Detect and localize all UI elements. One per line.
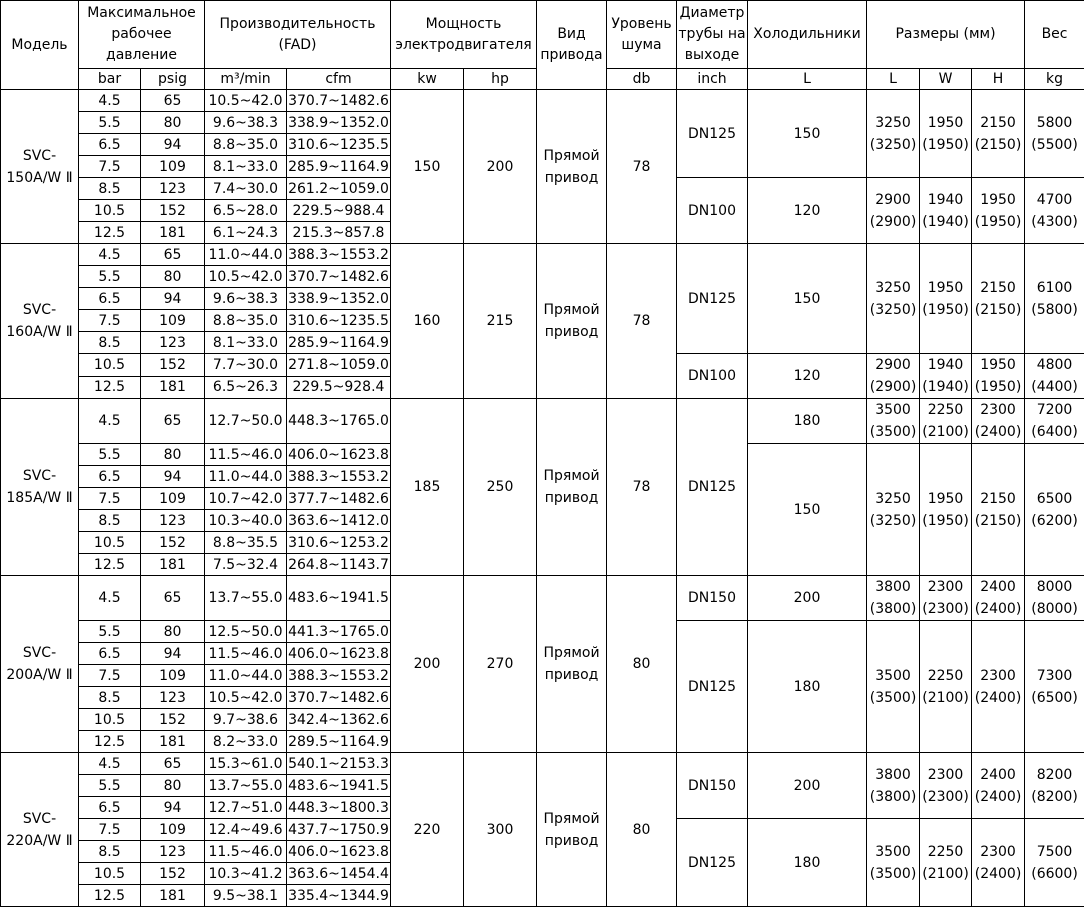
fad-cfm: 370.7~1482.6: [287, 687, 391, 709]
fad-m3min: 11.5~46.0: [205, 444, 287, 466]
fad-m3min: 12.7~50.0: [205, 399, 287, 444]
motor-hp: 215: [464, 244, 537, 399]
fad-m3min: 8.1~33.0: [205, 332, 287, 354]
fad-m3min: 7.5~32.4: [205, 554, 287, 576]
dim-l: 2900 (2900): [867, 178, 920, 244]
fad-m3min: 9.6~38.3: [205, 112, 287, 134]
pressure-bar: 4.5: [79, 244, 141, 266]
noise-level: 78: [607, 399, 677, 576]
unit-height: H: [972, 69, 1025, 90]
fad-cfm: 229.5~928.4: [287, 376, 391, 399]
unit-inch: inch: [677, 69, 748, 90]
fad-m3min: 9.6~38.3: [205, 288, 287, 310]
table-row: [1, 399, 1084, 444]
fad-cfm: 363.6~1454.4: [287, 863, 391, 885]
outlet-pipe: DN125: [677, 244, 748, 354]
fad-m3min: 11.5~46.0: [205, 841, 287, 863]
dim-w: 2250 (2100): [920, 399, 972, 444]
drive-type: Прямой привод: [537, 576, 607, 753]
drive-type: Прямой привод: [537, 90, 607, 244]
pressure-bar: 5.5: [79, 266, 141, 288]
fad-m3min: 9.5~38.1: [205, 885, 287, 907]
pressure-bar: 10.5: [79, 863, 141, 885]
dim-l: 3800 (3800): [867, 753, 920, 819]
header-row: [1, 1, 1084, 69]
pressure-bar: 10.5: [79, 200, 141, 222]
weight: 7200 (6400): [1025, 399, 1084, 444]
pressure-bar: 10.5: [79, 354, 141, 377]
outlet-pipe: DN125: [677, 399, 748, 576]
pressure-psig: 152: [141, 200, 205, 222]
weight: 4800 (4400): [1025, 354, 1084, 399]
unit-cfm: cfm: [287, 69, 391, 90]
header-model: Модель: [1, 1, 79, 90]
fad-m3min: 10.3~40.0: [205, 510, 287, 532]
pressure-bar: 12.5: [79, 376, 141, 399]
dim-h: 2400 (2400): [972, 576, 1025, 621]
pressure-psig: 123: [141, 510, 205, 532]
fad-m3min: 11.0~44.0: [205, 665, 287, 687]
dim-h: 2150 (2150): [972, 244, 1025, 354]
fad-cfm: 335.4~1344.9: [287, 885, 391, 907]
pressure-bar: 6.5: [79, 643, 141, 665]
fad-m3min: 12.4~49.6: [205, 819, 287, 841]
pressure-bar: 8.5: [79, 178, 141, 200]
pressure-psig: 123: [141, 841, 205, 863]
pressure-bar: 5.5: [79, 112, 141, 134]
motor-kw: 200: [391, 576, 464, 753]
motor-hp: 200: [464, 90, 537, 244]
header-pressure: Максимальное рабочее давление: [79, 1, 205, 69]
pressure-psig: 123: [141, 332, 205, 354]
fad-cfm: 540.1~2153.3: [287, 753, 391, 775]
model-name: SVC-160A/W Ⅱ: [1, 244, 79, 399]
pressure-bar: 7.5: [79, 488, 141, 510]
fad-cfm: 363.6~1412.0: [287, 510, 391, 532]
pressure-psig: 109: [141, 819, 205, 841]
pressure-bar: 5.5: [79, 621, 141, 643]
unit-kw: kw: [391, 69, 464, 90]
fad-m3min: 10.5~42.0: [205, 266, 287, 288]
outlet-pipe: DN150: [677, 753, 748, 819]
fad-cfm: 271.8~1059.0: [287, 354, 391, 377]
fad-m3min: 10.5~42.0: [205, 687, 287, 709]
pressure-psig: 94: [141, 797, 205, 819]
outlet-pipe: DN150: [677, 576, 748, 621]
motor-kw: 185: [391, 399, 464, 576]
header-pipe: Диаметр трубы на выходе: [677, 1, 748, 69]
unit-hp: hp: [464, 69, 537, 90]
pressure-psig: 65: [141, 753, 205, 775]
drive-type: Прямой привод: [537, 753, 607, 907]
dim-h: 2400 (2400): [972, 753, 1025, 819]
fad-m3min: 11.5~46.0: [205, 643, 287, 665]
pressure-bar: 6.5: [79, 134, 141, 156]
pressure-bar: 4.5: [79, 90, 141, 112]
motor-kw: 160: [391, 244, 464, 399]
weight: 6100 (5800): [1025, 244, 1084, 354]
fad-cfm: 437.7~1750.9: [287, 819, 391, 841]
noise-level: 80: [607, 576, 677, 753]
unit-cooler-l: L: [748, 69, 867, 90]
pressure-psig: 94: [141, 288, 205, 310]
fad-m3min: 8.8~35.5: [205, 532, 287, 554]
pressure-bar: 5.5: [79, 775, 141, 797]
pressure-psig: 152: [141, 863, 205, 885]
fad-cfm: 310.6~1235.5: [287, 310, 391, 332]
pressure-psig: 152: [141, 354, 205, 377]
outlet-pipe: DN125: [677, 90, 748, 178]
pressure-psig: 65: [141, 244, 205, 266]
unit-kg: kg: [1025, 69, 1084, 90]
table-row: [1, 90, 1084, 112]
fad-m3min: 7.7~30.0: [205, 354, 287, 377]
pressure-bar: 7.5: [79, 665, 141, 687]
pressure-psig: 65: [141, 399, 205, 444]
fad-m3min: 10.3~41.2: [205, 863, 287, 885]
outlet-pipe: DN100: [677, 354, 748, 399]
pressure-bar: 10.5: [79, 532, 141, 554]
model-name: SVC-150A/W Ⅱ: [1, 90, 79, 244]
noise-level: 80: [607, 753, 677, 907]
noise-level: 78: [607, 90, 677, 244]
outlet-pipe: DN125: [677, 819, 748, 907]
pressure-bar: 12.5: [79, 222, 141, 244]
fad-cfm: 441.3~1765.0: [287, 621, 391, 643]
fad-cfm: 406.0~1623.8: [287, 643, 391, 665]
fad-m3min: 10.5~42.0: [205, 90, 287, 112]
pressure-bar: 6.5: [79, 797, 141, 819]
weight: 7500 (6600): [1025, 819, 1084, 907]
fad-m3min: 7.4~30.0: [205, 178, 287, 200]
dim-h: 1950 (1950): [972, 354, 1025, 399]
pressure-psig: 80: [141, 266, 205, 288]
pressure-psig: 109: [141, 488, 205, 510]
fad-cfm: 377.7~1482.6: [287, 488, 391, 510]
fad-cfm: 483.6~1941.5: [287, 576, 391, 621]
pressure-bar: 12.5: [79, 885, 141, 907]
pressure-psig: 109: [141, 310, 205, 332]
fad-cfm: 338.9~1352.0: [287, 288, 391, 310]
pressure-psig: 181: [141, 376, 205, 399]
weight: 7300 (6500): [1025, 621, 1084, 753]
motor-hp: 300: [464, 753, 537, 907]
pressure-psig: 181: [141, 885, 205, 907]
fad-cfm: 406.0~1623.8: [287, 841, 391, 863]
pressure-psig: 80: [141, 621, 205, 643]
pressure-psig: 65: [141, 576, 205, 621]
pressure-bar: 4.5: [79, 399, 141, 444]
cooler-volume: 120: [748, 178, 867, 244]
pressure-bar: 4.5: [79, 753, 141, 775]
fad-cfm: 261.2~1059.0: [287, 178, 391, 200]
fad-m3min: 11.0~44.0: [205, 466, 287, 488]
pressure-bar: 7.5: [79, 819, 141, 841]
pressure-psig: 181: [141, 554, 205, 576]
fad-m3min: 6.1~24.3: [205, 222, 287, 244]
fad-cfm: 370.7~1482.6: [287, 90, 391, 112]
fad-cfm: 448.3~1800.3: [287, 797, 391, 819]
pressure-bar: 8.5: [79, 332, 141, 354]
pressure-psig: 94: [141, 466, 205, 488]
motor-hp: 250: [464, 399, 537, 576]
dim-l: 3500 (3500): [867, 621, 920, 753]
table-row: [1, 244, 1084, 266]
fad-m3min: 10.7~42.0: [205, 488, 287, 510]
fad-cfm: 310.6~1253.2: [287, 532, 391, 554]
fad-cfm: 264.8~1143.7: [287, 554, 391, 576]
dim-w: 1940 (1940): [920, 354, 972, 399]
fad-m3min: 8.2~33.0: [205, 731, 287, 753]
dim-l: 3500 (3500): [867, 819, 920, 907]
model-name: SVC-220A/W Ⅱ: [1, 753, 79, 907]
cooler-volume: 200: [748, 576, 867, 621]
header-dims: Размеры (мм): [867, 1, 1025, 69]
header-fad: Производительность (FAD): [205, 1, 391, 69]
fad-cfm: 229.5~988.4: [287, 200, 391, 222]
dim-h: 2300 (2400): [972, 819, 1025, 907]
pressure-bar: 8.5: [79, 687, 141, 709]
pressure-psig: 94: [141, 643, 205, 665]
dim-l: 3250 (3250): [867, 444, 920, 576]
header-noise: Уровень шума: [607, 1, 677, 69]
fad-cfm: 483.6~1941.5: [287, 775, 391, 797]
dim-l: 3250 (3250): [867, 244, 920, 354]
pressure-bar: 4.5: [79, 576, 141, 621]
dim-h: 2300 (2400): [972, 399, 1025, 444]
drive-type: Прямой привод: [537, 244, 607, 399]
pressure-psig: 94: [141, 134, 205, 156]
pressure-psig: 152: [141, 532, 205, 554]
pressure-bar: 12.5: [79, 554, 141, 576]
fad-m3min: 6.5~28.0: [205, 200, 287, 222]
dim-w: 2250 (2100): [920, 819, 972, 907]
weight: 8000 (8000): [1025, 576, 1084, 621]
pressure-bar: 6.5: [79, 466, 141, 488]
pressure-psig: 109: [141, 665, 205, 687]
fad-cfm: 388.3~1553.2: [287, 665, 391, 687]
fad-cfm: 310.6~1235.5: [287, 134, 391, 156]
cooler-volume: 180: [748, 399, 867, 444]
fad-cfm: 215.3~857.8: [287, 222, 391, 244]
dim-l: 2900 (2900): [867, 354, 920, 399]
dim-w: 1940 (1940): [920, 178, 972, 244]
weight: 8200 (8200): [1025, 753, 1084, 819]
fad-cfm: 285.9~1164.9: [287, 156, 391, 178]
dim-w: 2250 (2100): [920, 621, 972, 753]
outlet-pipe: DN100: [677, 178, 748, 244]
unit-m3min: m³/min: [205, 69, 287, 90]
cooler-volume: 180: [748, 621, 867, 753]
outlet-pipe: DN125: [677, 621, 748, 753]
pressure-psig: 80: [141, 444, 205, 466]
pressure-psig: 123: [141, 178, 205, 200]
header-weight: Вес: [1025, 1, 1084, 69]
fad-m3min: 13.7~55.0: [205, 775, 287, 797]
pressure-psig: 65: [141, 90, 205, 112]
unit-length: L: [867, 69, 920, 90]
cooler-volume: 200: [748, 753, 867, 819]
motor-hp: 270: [464, 576, 537, 753]
unit-psig: psig: [141, 69, 205, 90]
dim-w: 2300 (2300): [920, 576, 972, 621]
dim-w: 1950 (1950): [920, 244, 972, 354]
fad-cfm: 370.7~1482.6: [287, 266, 391, 288]
table-row: [1, 576, 1084, 621]
dim-w: 2300 (2300): [920, 753, 972, 819]
pressure-psig: 123: [141, 687, 205, 709]
cooler-volume: 180: [748, 819, 867, 907]
pressure-bar: 8.5: [79, 510, 141, 532]
fad-m3min: 13.7~55.0: [205, 576, 287, 621]
dim-h: 2150 (2150): [972, 90, 1025, 178]
pressure-psig: 181: [141, 222, 205, 244]
motor-kw: 220: [391, 753, 464, 907]
cooler-volume: 150: [748, 90, 867, 178]
drive-type: Прямой привод: [537, 399, 607, 576]
pressure-bar: 7.5: [79, 156, 141, 178]
header-coolers: Холодильники: [748, 1, 867, 69]
unit-bar: bar: [79, 69, 141, 90]
fad-m3min: 15.3~61.0: [205, 753, 287, 775]
fad-cfm: 285.9~1164.9: [287, 332, 391, 354]
fad-cfm: 388.3~1553.2: [287, 244, 391, 266]
dim-l: 3800 (3800): [867, 576, 920, 621]
pressure-bar: 12.5: [79, 731, 141, 753]
fad-cfm: 388.3~1553.2: [287, 466, 391, 488]
dim-w: 1950 (1950): [920, 444, 972, 576]
cooler-volume: 120: [748, 354, 867, 399]
weight: 6500 (6200): [1025, 444, 1084, 576]
fad-m3min: 8.8~35.0: [205, 134, 287, 156]
dim-w: 1950 (1950): [920, 90, 972, 178]
cooler-volume: 150: [748, 244, 867, 354]
pressure-bar: 5.5: [79, 444, 141, 466]
fad-m3min: 12.7~51.0: [205, 797, 287, 819]
pressure-bar: 7.5: [79, 310, 141, 332]
fad-m3min: 8.8~35.0: [205, 310, 287, 332]
header-drive: Вид привода: [537, 1, 607, 90]
pressure-bar: 8.5: [79, 841, 141, 863]
motor-kw: 150: [391, 90, 464, 244]
pressure-psig: 80: [141, 112, 205, 134]
fad-cfm: 406.0~1623.8: [287, 444, 391, 466]
weight: 5800 (5500): [1025, 90, 1084, 178]
unit-width: W: [920, 69, 972, 90]
fad-cfm: 338.9~1352.0: [287, 112, 391, 134]
fad-m3min: 6.5~26.3: [205, 376, 287, 399]
noise-level: 78: [607, 244, 677, 399]
fad-m3min: 11.0~44.0: [205, 244, 287, 266]
fad-m3min: 9.7~38.6: [205, 709, 287, 731]
weight: 4700 (4300): [1025, 178, 1084, 244]
table-body: [1, 1, 1084, 907]
fad-m3min: 12.5~50.0: [205, 621, 287, 643]
pressure-bar: 6.5: [79, 288, 141, 310]
pressure-bar: 10.5: [79, 709, 141, 731]
fad-cfm: 342.4~1362.6: [287, 709, 391, 731]
dim-l: 3250 (3250): [867, 90, 920, 178]
header-power: Мощность электродвигателя: [391, 1, 537, 69]
pressure-psig: 80: [141, 775, 205, 797]
dim-h: 2150 (2150): [972, 444, 1025, 576]
model-name: SVC-185A/W Ⅱ: [1, 399, 79, 576]
pressure-psig: 152: [141, 709, 205, 731]
model-name: SVC-200A/W Ⅱ: [1, 576, 79, 753]
fad-cfm: 448.3~1765.0: [287, 399, 391, 444]
fad-m3min: 8.1~33.0: [205, 156, 287, 178]
fad-cfm: 289.5~1164.9: [287, 731, 391, 753]
pressure-psig: 181: [141, 731, 205, 753]
dim-h: 1950 (1950): [972, 178, 1025, 244]
table-row: [1, 753, 1084, 775]
dim-h: 2300 (2400): [972, 621, 1025, 753]
unit-db: db: [607, 69, 677, 90]
pressure-psig: 109: [141, 156, 205, 178]
cooler-volume: 150: [748, 444, 867, 576]
dim-l: 3500 (3500): [867, 399, 920, 444]
